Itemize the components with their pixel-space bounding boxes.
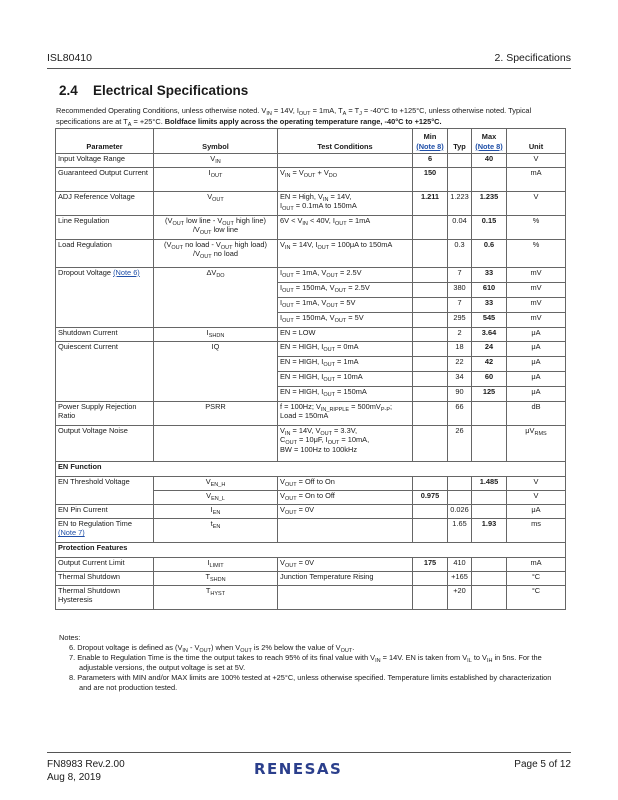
section-protection-features: Protection Features [56,543,566,558]
table-row: Input Voltage Range $V_{IN}$ 6 40 V [56,154,566,168]
header-parameter: Parameter [56,129,154,154]
note-8: 8. Parameters with MIN and/or MAX limits are 100% tested at +25°C, unless otherwise specified. Temperature limits established by characterization and are not production tested. [69,673,552,692]
section-title [59,83,248,98]
table-row: Load Regulation ($V_{OUT}$ no load - $V_{OUT}$ high load) $/V_{OUT}$ no load $V_{IN} = 14V$, $I_{OUT} = 100\mu A$ to 150mA 0.3 0.6 % [56,240,566,268]
header-doc-id: ISL80410 [47,52,92,64]
footer-date: Aug 8, 2019 [47,772,101,783]
note-8-link-max[interactable]: (Note 8) [475,141,503,151]
header-conditions: Test Conditions [278,129,413,154]
header-divider [47,68,571,69]
table-row: Output Voltage Noise $V_{IN} = 14V$, $V_{OUT} = 3.3V$, $C_{OUT} = 10\mu F$, $I_{OUT} = 10mA$, BW = 100Hz to 100kHz 26 $\mu V_{RMS}$ [56,426,566,462]
note-7: 7. Enable to Regulation Time is the time the output takes to reach 95% of its final value with $V_{IN} = 14V$. EN is taken from $V_{IL}$ to $V_{IH}$ in 5ns. For the adjustable versions, the output voltage is set at 5V. [69,653,542,672]
footer-page-number: Page 5 of 12 [514,759,571,770]
section-number: 2.4 [59,83,78,98]
electrical-spec-table [55,128,566,610]
header-min: Min (Note 8) [413,129,448,154]
table-row: EN Threshold Voltage $V_{EN\_H}$ $V_{OUT}$ = Off to On 1.485 V [56,477,566,491]
table-row: EN Pin Current $I_{EN}$ $V_{OUT} = 0V$ 0.026 μA [56,505,566,519]
header-section: 2. Specifications [494,52,571,64]
table-row: Dropout Voltage (Note 6) $\Delta V_{DO}$ $I_{OUT} = 1mA$, $V_{OUT} = 2.5V$ 7 33 mV [56,268,566,283]
table-row: EN = HIGH, $I_{OUT} = 1mA$ 22 42 μA [56,357,566,372]
table-row: ADJ Reference Voltage $V_{OUT}$ EN = High, $V_{IN} = 14V$, $I_{OUT} = 0.1mA$ to 150mA 1.211 1.223 1.235 V [56,192,566,216]
header-max: Max (Note 8) [472,129,507,154]
intro-paragraph: Recommended Operating Conditions, unless otherwise noted. $V_{IN} = 14V$, $I_{OUT} = 1mA$, $T_A = T_J = -40^\circ C$ to +125°C, unless otherwise noted. Typical specifications are at $T_A = +25^\circ C$. Boldface limits apply across the operating temperature range, -40°C to +125°C. [56,106,532,128]
table-row: $I_{OUT} = 1mA$, $V_{OUT} = 5V$ 7 33 mV [56,298,566,313]
header-unit: Unit [507,129,566,154]
table-row: $V_{EN\_L}$ $V_{OUT} = On$ to Off 0.975 V [56,491,566,505]
notes-title: Notes: [59,633,81,642]
header-symbol: Symbol [154,129,278,154]
table-row: Quiescent Current IQ EN = HIGH, $I_{OUT} = 0mA$ 18 24 μA [56,342,566,357]
footer-doc-rev: FN8983 Rev.2.00 [47,759,125,770]
header-typ: Typ [448,129,472,154]
table-row: EN to Regulation Time (Note 7) $t_{EN}$ 1.65 1.93 ms [56,519,566,543]
note-8-link-min[interactable]: (Note 8) [416,141,444,151]
note-7-link[interactable]: (Note 7) [58,528,85,538]
spec-table-wrapper [55,128,566,610]
table-row: Shutdown Current $I_{SHDN}$ EN = LOW 2 3.64 μA [56,328,566,342]
note-6: 6. Dropout voltage is defined as $(V_{IN} - V_{OUT})$ when $V_{OUT}$ is 2% below the value of $V_{OUT}$. [69,643,355,654]
table-section-row [56,543,566,558]
notes-section [59,633,559,693]
table-row: EN = HIGH, $I_{OUT} = 10mA$ 34 60 μA [56,372,566,387]
table-section-row [56,462,566,477]
section-title-text: Electrical Specifications [93,83,249,98]
renesas-logo: RENESAS [254,760,343,778]
table-row: Guaranteed Output Current $I_{OUT}$ $V_{IN} = V_{OUT} + V_{DO}$ 150 mA [56,168,566,192]
note-6-link[interactable]: (Note 6) [113,268,140,277]
table-row: Thermal Shutdown $T_{SHDN}$ Junction Temperature Rising +165 °C [56,572,566,586]
section-en-function: EN Function [56,462,566,477]
table-row: $I_{OUT} = 150mA$, $V_{OUT} = 5V$ 295 545 mV [56,313,566,328]
intro-bold-note: Boldface limits apply across the operating temperature range, -40°C to +125°C. [164,116,442,126]
table-row: EN = HIGH, $I_{OUT} = 150mA$ 90 125 μA [56,387,566,402]
footer-divider [47,752,571,753]
table-row: Thermal Shutdown Hysteresis $T_{HYST}$ +20 °C [56,586,566,610]
table-row: $I_{OUT} = 150mA$, $V_{OUT} = 2.5V$ 380 610 mV [56,283,566,298]
table-header-row [56,129,566,154]
table-row: Line Regulation ($V_{OUT}$ low line - $V_{OUT}$ high line) $/V_{OUT}$ low line $6V < V_{IN} < 40V$, $I_{OUT} = 1mA$ 0.04 0.15 % [56,216,566,240]
table-row: Power Supply Rejection Ratio PSRR f = 100Hz; $V_{IN\_RIPPLE} = 500mV_{P-P}$; Load = 150mA 66 dB [56,402,566,426]
table-row: Output Current Limit $I_{LIMIT}$ $V_{OUT} = 0V$ 175 410 mA [56,558,566,572]
